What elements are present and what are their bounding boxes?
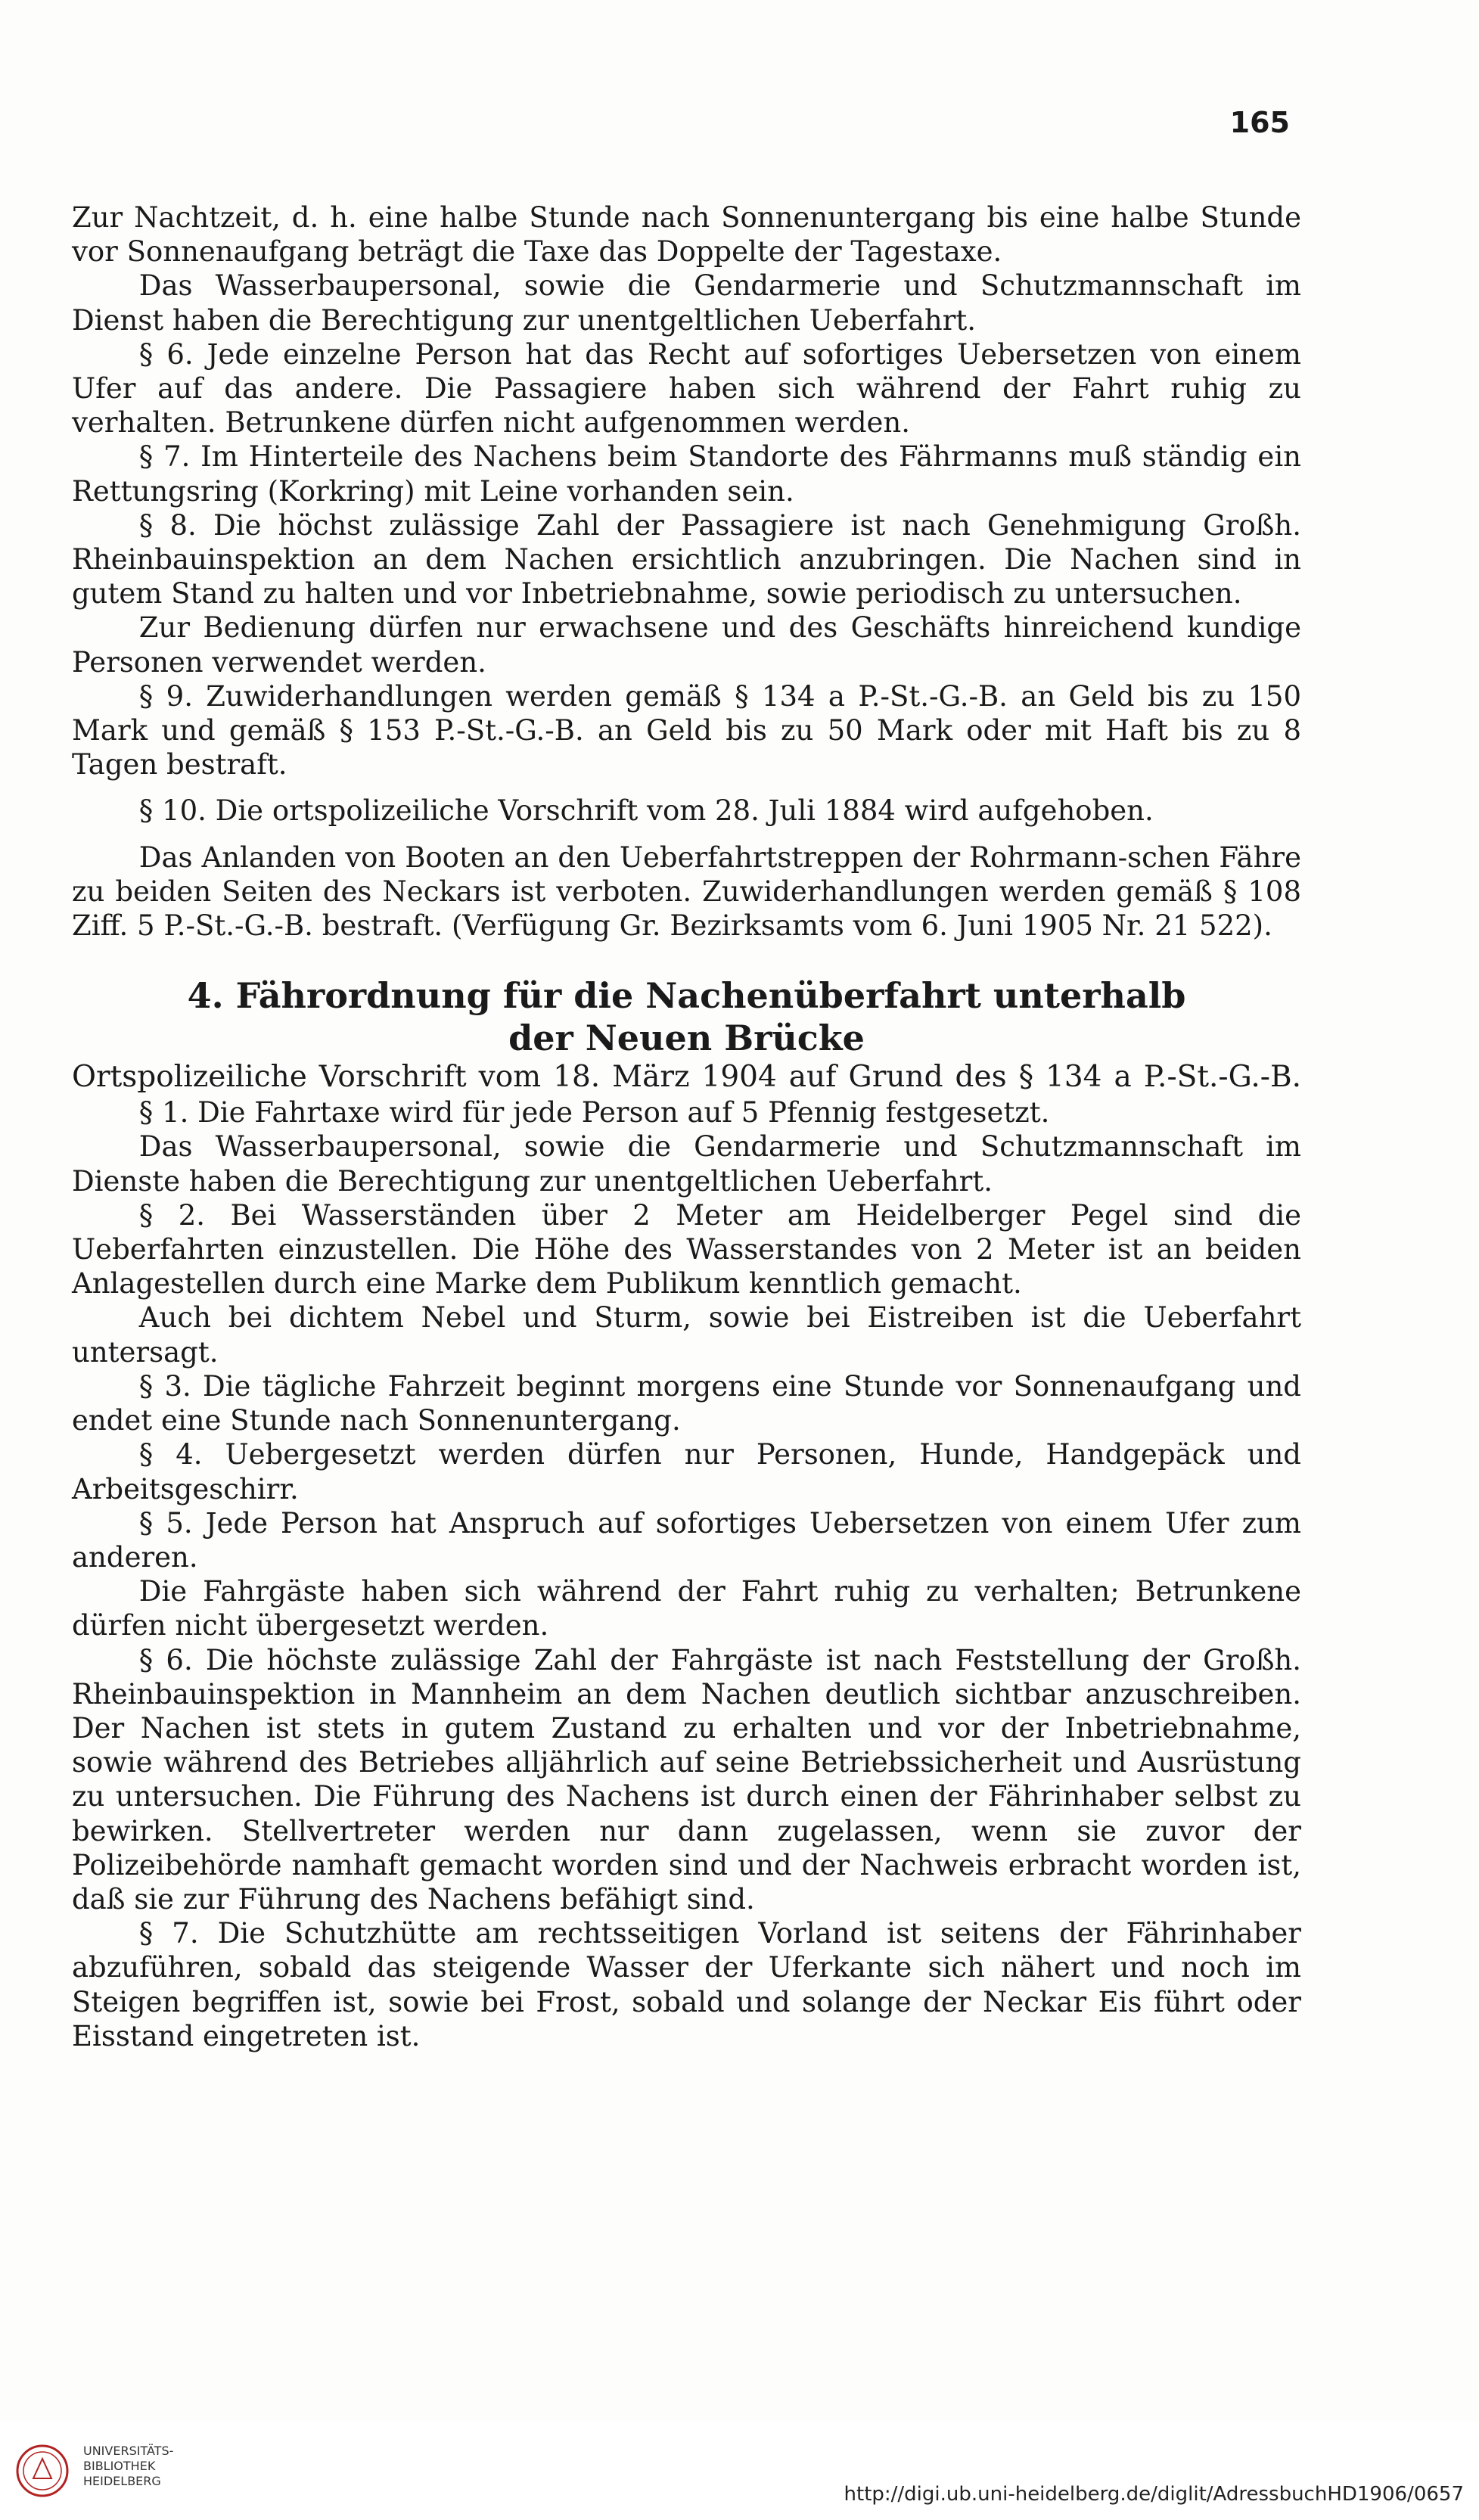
library-name [83, 2444, 173, 2489]
paragraph: Zur Bedienung dürfen nur erwachsene und des Geschäfts hinreichend kundige Personen verwendet werden. [72, 611, 1301, 679]
paragraph: § 2. Bei Wasserständen über 2 Meter am Heidelberger Pegel sind die Ueberfahrten einzustellen. Die Höhe des Wasserstandes von 2 Meter ist an beiden Anlagestellen durch eine Marke dem Publikum kenntlich gemacht. [72, 1198, 1301, 1300]
paragraph: Zur Nachtzeit, d. h. eine halbe Stunde nach Sonnenuntergang bis eine halbe Stunde vor Sonnenaufgang beträgt die Taxe das Doppelte der Tagestaxe. [72, 201, 1301, 269]
paragraph: Das Wasserbaupersonal, sowie die Gendarmerie und Schutzmannschaft im Dienste haben die Berechtigung zur unentgeltlichen Ueberfahrt. [72, 1130, 1301, 1198]
paragraph: Das Wasserbaupersonal, sowie die Gendarmerie und Schutzmannschaft im Dienst haben die Berechtigung zur unentgeltlichen Ueberfahrt. [72, 269, 1301, 337]
paragraph: § 5. Jede Person hat Anspruch auf sofortiges Uebersetzen von einem Ufer zum anderen. [72, 1506, 1301, 1574]
paragraph: § 3. Die tägliche Fahrzeit beginnt morgens eine Stunde vor Sonnenaufgang und endet eine Stunde nach Sonnenuntergang. [72, 1369, 1301, 1437]
paragraph: § 4. Uebergesetzt werden dürfen nur Personen, Hunde, Handgepäck und Arbeitsgeschirr. [72, 1438, 1301, 1505]
paragraph: § 9. Zuwiderhandlungen werden gemäß § 134 a P.-St.-G.-B. an Geld bis zu 150 Mark und gemäß § 153 P.-St.-G.-B. an Geld bis zu 50 Mark oder mit Haft bis zu 8 Tagen bestraft. [72, 679, 1301, 781]
library-name-line1: UNIVERSITÄTS- [83, 2444, 174, 2458]
paragraph: § 7. Die Schutzhütte am rechtsseitigen Vorland ist seitens der Fährinhaber abzuführen, sobald das steigende Wasser der Uferkante sich nähert und noch im Steigen begriffen ist, sowie bei Frost, sobald und solange der Neckar Eis führt oder Eisstand eingetreten ist. [72, 1917, 1301, 2052]
paragraph: § 6. Jede einzelne Person hat das Recht auf sofortiges Uebersetzen von einem Ufer auf das andere. Die Passagiere haben sich während der Fahrt ruhig zu verhalten. Betrunkene dürfen nicht aufgenommen werden. [72, 337, 1301, 440]
page-body [72, 200, 1301, 2053]
paragraph: § 10. Die ortspolizeiliche Vorschrift vom 28. Juli 1884 wird aufgehoben. [138, 794, 1154, 828]
paragraph-group-top [72, 200, 1301, 943]
footer [0, 2421, 1479, 2520]
paragraph: § 1. Die Fahrtaxe wird für jede Person auf 5 Pfennig festgesetzt. [138, 1096, 1050, 1129]
paragraph: Das Anlanden von Booten an den Ueberfahrtstreppen der Rohrmann-schen Fähre zu beiden Seiten des Neckars ist verboten. Zuwiderhandlungen werden gemäß § 108 Ziff. 5 P.-St.-G.-B. bestraft. (Verfügung Gr. Bezirksamts vom 6. Juni 1905 Nr. 21 522). [72, 841, 1301, 943]
paragraph-group-bottom [72, 1095, 1301, 2053]
paragraph: § 7. Im Hinterteile des Nachens beim Standorte des Fährmanns muß ständig ein Rettungsring (Korkring) mit Leine vorhanden sein. [72, 440, 1301, 508]
paragraph: Die Fahrgäste haben sich während der Fahrt ruhig zu verhalten; Betrunkene dürfen nicht übergesetzt werden. [72, 1575, 1301, 1642]
page-number: 165 [1229, 106, 1290, 139]
paragraph: Auch bei dichtem Nebel und Sturm, sowie bei Eistreiben ist die Ueberfahrt untersagt. [72, 1301, 1301, 1369]
section-heading-line2: der Neuen Brücke [508, 1018, 865, 1059]
source-url[interactable]: http://digi.ub.uni-heidelberg.de/diglit/AdressbuchHD1906/0657 [844, 2483, 1464, 2506]
library-name-line3: HEIDELBERG [83, 2474, 161, 2488]
section-heading-line1: 4. Fährordnung für die Nachenüberfahrt unterhalb [187, 975, 1186, 1017]
university-seal-icon [15, 2444, 70, 2498]
section-subheading: Ortspolizeiliche Vorschrift vom 18. März 1904 auf Grund des § 134 a P.-St.-G.-B. [72, 1060, 1301, 1095]
library-name-line2: BIBLIOTHEK [83, 2459, 156, 2473]
paragraph: § 6. Die höchste zulässige Zahl der Fahrgäste ist nach Feststellung der Großh. Rheinbauinspektion in Mannheim an dem Nachen deutlich sichtbar anzuschreiben. Der Nachen ist stets in gutem Zustand zu erhalten und vor der Inbetriebnahme, sowie während des Betriebes alljährlich auf seine Betriebssicherheit und Ausrüstung zu untersuchen. Die Führung des Nachens ist durch einen der Fährinhaber selbst zu bewirken. Stellvertreter werden nur dann zugelassen, wenn sie zuvor der Polizeibehörde namhaft gemacht worden sind und der Nachweis erbracht worden ist, daß sie zur Führung des Nachens befähigt sind. [72, 1643, 1301, 1916]
paragraph: § 8. Die höchst zulässige Zahl der Passagiere ist nach Genehmigung Großh. Rheinbauinspektion an dem Nachen ersichtlich anzubringen. Die Nachen sind in gutem Stand zu halten und vor Inbetriebnahme, sowie periodisch zu untersuchen. [72, 508, 1301, 611]
